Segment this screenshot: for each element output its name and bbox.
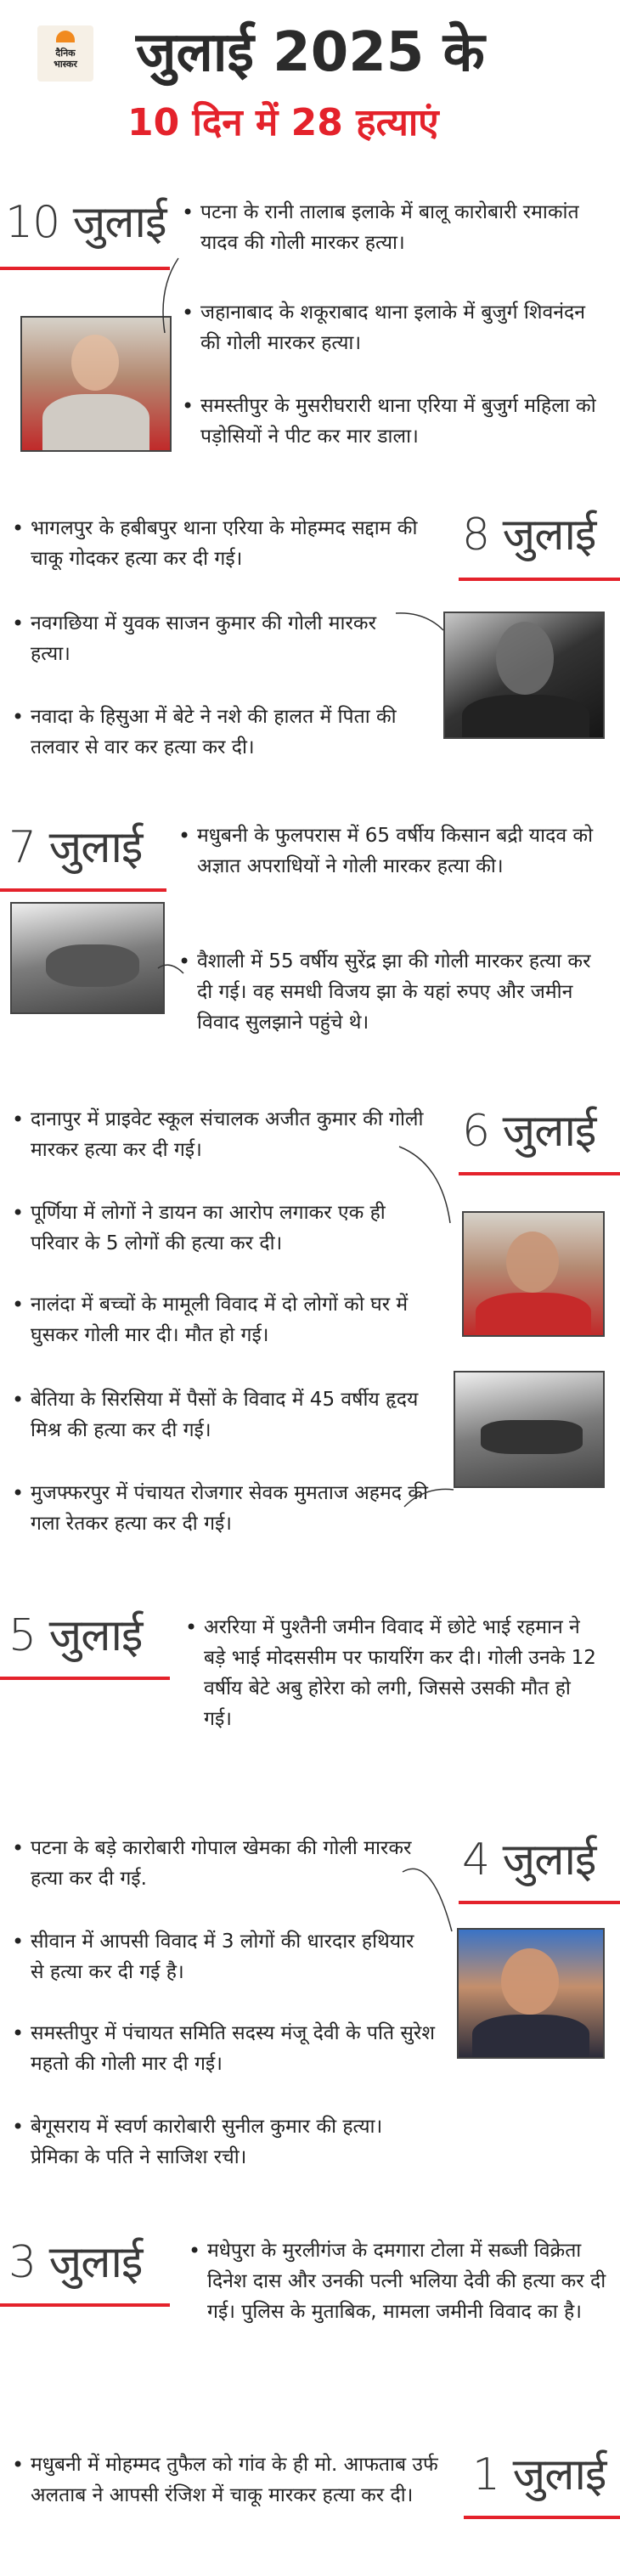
face-shape [501,1948,559,2015]
victim-photo [457,1928,605,2059]
date-underline [0,2303,170,2307]
date-heading: 4 जुलाई [462,1835,596,1885]
bullet: • [12,705,25,729]
victim-photo [20,316,172,452]
connector-curve [391,1130,467,1232]
connector-curve [397,1838,465,1940]
news-item: • वैशाली में 55 वर्षीय सुरेंद्र झा की गोली मारकर हत्या कर दी गई। वह समधी विजय झा के यहां रुपए और जमीन विवाद सुलझाने पहुंचे थे। [197,946,605,1038]
news-item: • बेतिया के सिरसिया में पैसों के विवाद में 45 वर्षीय हृदय मिश्र की हत्या कर दी गई। [31,1384,430,1446]
bullet: • [12,1836,25,1860]
connector-curve [399,1481,459,1515]
news-item: • मुजफ्फरपुर में पंचायत रोजगार सेवक मुमताज अहमद की गला रेतकर हत्या कर दी गई। [31,1478,438,1539]
bullet: • [12,2021,25,2045]
header [0,0,620,161]
date-heading: 3 जुलाई [8,2237,143,2288]
news-item: • मधुबनी में मोहम्मद तुफैल को गांव के ही मो. आफताब उर्फ अलताब ने आपसी रंजिश में चाकू मारकर हत्या कर दी। [31,2449,438,2511]
bullet: • [12,612,25,635]
body-shape [481,1420,583,1454]
news-item: • नवगछिया में युवक साजन कुमार की गोली मारकर हत्या। [31,608,413,669]
sun-icon [56,31,75,42]
crime-scene-photo [454,1371,605,1488]
body-shape [46,944,139,987]
date-underline [464,2516,620,2519]
bullet: • [178,950,191,973]
bullet: • [12,1930,25,1953]
date-heading: 10 जुलाई [5,197,166,248]
bullet: • [189,2239,201,2263]
date-heading: 1 जुलाई [472,2449,606,2500]
face-shape [71,335,119,391]
news-item: • बेगूसराय में स्वर्ण कारोबारी सुनील कुमार की हत्या। प्रेमिका के पति ने साजिश रची। [31,2111,430,2173]
bullet: • [12,1293,25,1316]
face-shape [496,622,554,695]
dainik-bhaskar-logo [37,25,93,82]
date-underline [459,578,620,581]
news-item: • पूर्णिया में लोगों ने डायन का आरोप लगाकर एक ही परिवार के 5 लोगों की हत्या कर दी। [31,1198,438,1259]
news-item: • मधुबनी के फुलपरास में 65 वर्षीय किसान बद्री यादव को अज्ञात अपराधियों ने गोली मारकर हत्या की। [197,820,596,882]
bullet: • [12,1108,25,1131]
news-item: • दानापुर में प्राइवेट स्कूल संचालक अजीत कुमार की गोली मारकर हत्या कर दी गई। [31,1104,430,1165]
news-item: • नवादा के हिसुआ में बेटे ने नशे की हालत में पिता की तलवार से वार कर हत्या कर दी। [31,702,438,763]
body-shape [462,695,589,739]
bullet: • [182,301,194,324]
news-item: • पटना के बड़े कारोबारी गोपाल खेमका की गोली मारकर हत्या कर दी गई. [31,1833,413,1894]
bullet: • [182,200,194,224]
page-subtitle: 10 दिन में 28 हत्याएं [127,101,439,144]
news-item: • अररिया में पुश्तैनी जमीन विवाद में छोटे भाई रहमान ने बड़े भाई मोदससीम पर फायरिंग कर दी। गोली उनके 12 वर्षीय बेटे अबु होरेरा को लगी, जिससे उसकी मौत हो गई। [204,1612,603,1734]
victim-photo [462,1211,605,1337]
news-item: • मधेपुरा के मुरलीगंज के दमगारा टोला में सब्जी विक्रेता दिनेश दास और उनकी पत्नी भलिया देवी की हत्या कर दी गई। पुलिस के मुताबिक, मामला जमीनी विवाद का है। [207,2235,606,2327]
logo-line-2: भास्कर [54,59,77,70]
bullet: • [12,516,25,540]
bullet: • [185,1615,198,1639]
date-underline [459,1172,620,1175]
victim-photo [443,612,605,739]
bullet: • [12,1201,25,1225]
bullet: • [182,394,194,418]
bullet: • [178,824,191,848]
news-item: • समस्तीपुर के मुसरीघरारी थाना एरिया में बुजुर्ग महिला को पड़ोसियों ने पीट कर मार डाला। [200,391,608,452]
bullet: • [12,1481,25,1505]
date-underline [0,1677,170,1680]
news-item: • समस्तीपुर में पंचायत समिति सदस्य मंजू देवी के पति सुरेश महतो की गोली मार दी गई। [31,2018,438,2079]
body-shape [42,394,149,452]
news-item: • जहानाबाद के शकूराबाद थाना इलाके में बुजुर्ग शिवनंदन की गोली मारकर हत्या। [200,297,600,358]
body-shape [472,2015,589,2059]
bullet: • [12,2115,25,2139]
news-item: • पटना के रानी तालाब इलाके में बालू कारोबारी रमाकांत यादव की गोली मारकर हत्या। [200,197,600,258]
date-underline [0,267,170,270]
bullet: • [12,1388,25,1412]
news-item: • नालंदा में बच्चों के मामूली विवाद में दो लोगों को घर में घुसकर गोली मार दी। मौत हो गई। [31,1289,438,1350]
connector-curve [391,608,450,642]
page-title: जुलाई 2025 के [136,21,485,84]
body-shape [476,1293,591,1337]
date-heading: 8 जुलाई [462,510,596,561]
date-underline [459,1901,620,1904]
date-heading: 5 जुलाई [8,1610,143,1661]
news-item: • भागलपुर के हबीबपुर थाना एरिया के मोहम्मद सद्दाम की चाकू गोदकर हत्या कर दी गई। [31,513,455,574]
victim-photo [10,902,165,1014]
logo-line-1: दैनिक [55,48,76,59]
face-shape [506,1232,559,1293]
bullet: • [12,2453,25,2477]
date-heading: 7 जुलाई [8,822,143,873]
date-underline [0,888,166,892]
news-item: • सीवान में आपसी विवाद में 3 लोगों की धारदार हथियार से हत्या कर दी गई है। [31,1926,421,1987]
date-heading: 6 जुलाई [462,1106,596,1157]
